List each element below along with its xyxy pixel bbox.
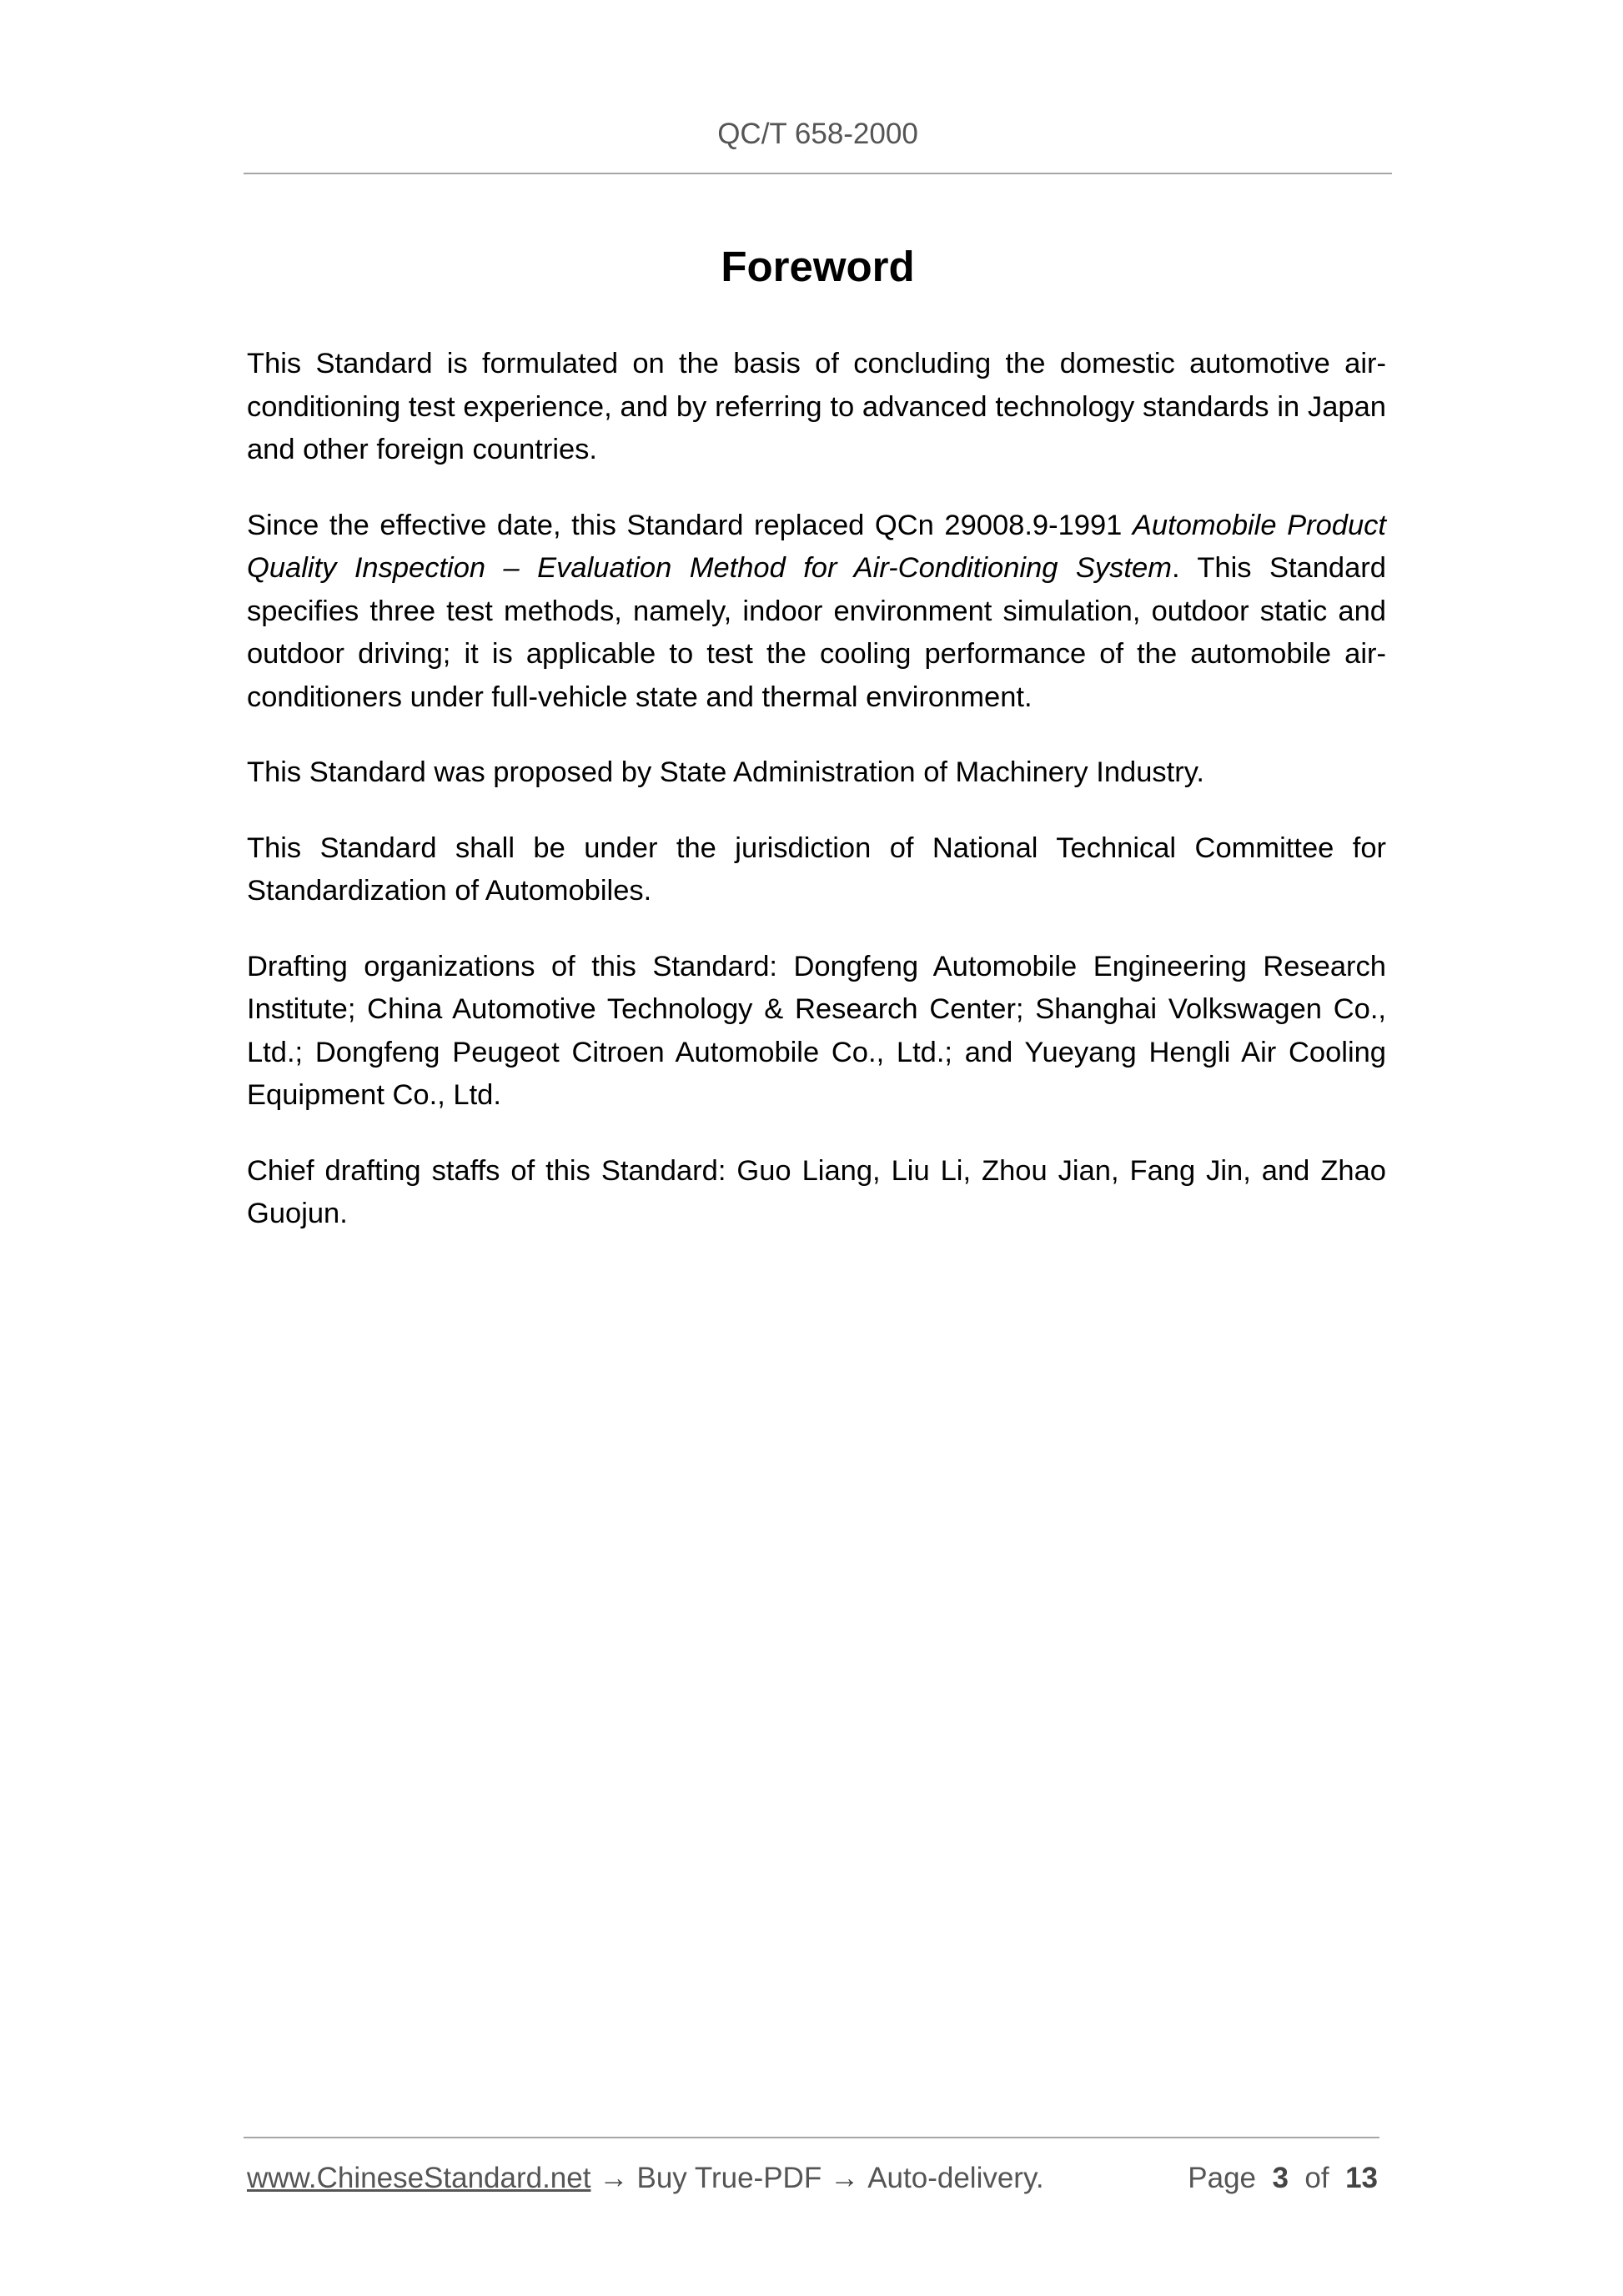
paragraph-basis: This Standard is formulated on the basis of concluding the domestic automotive air-conditioning test experience, and by referring to advanced technology standards in Japan and other foreign countries. xyxy=(247,348,1386,465)
paragraph-replacement-lead: Since the effective date, this Standard replaced QCn 29008.9-1991 xyxy=(247,509,1133,541)
arrow-right-icon: → xyxy=(599,2162,629,2194)
current-page-number: 3 xyxy=(1272,2162,1289,2194)
page-number xyxy=(1188,2155,1378,2202)
of-label: of xyxy=(1304,2162,1329,2194)
page-title: Foreword xyxy=(721,243,915,290)
paragraph-jurisdiction: This Standard shall be under the jurisdiction of National Technical Committee for Standardization of Automobiles. xyxy=(247,831,1386,907)
paragraph-drafting-staff: Chief drafting staffs of this Standard: Guo Liang, Liu Li, Zhou Jian, Fang Jin, and Zhao Guojun. xyxy=(247,1154,1386,1229)
paragraph-replacement-rest: . This Standard specifies three test methods, namely, indoor environment simulation, outdoor static and outdoor driving; it is applicable to test the cooling performance of the automobile air-conditioners under full-vehicle state and thermal environment. xyxy=(247,552,1386,713)
paragraph-proposed-by: This Standard was proposed by State Administration of Machinery Industry. xyxy=(247,756,1205,788)
replaced-standard-title: Automobile Product Quality Inspection – Evaluation Method for Air-Conditioning System xyxy=(247,509,1386,584)
footer-divider xyxy=(244,2137,1379,2138)
arrow-right-icon: → xyxy=(830,2162,860,2194)
auto-delivery-text: Auto-delivery. xyxy=(867,2162,1044,2194)
page-footer xyxy=(247,2155,1383,2202)
buy-true-pdf-text: Buy True-PDF xyxy=(636,2162,822,2194)
paragraph-drafting-organizations: Drafting organizations of this Standard: Dongfeng Automobile Engineering Research Institute; China Automotive Technology & Research Center; Shanghai Volkswagen Co., Ltd.; Dongfeng Peugeot Citroen Automobile Co., Ltd.; and Yueyang Hengli Air Cooling Equipment Co., Ltd. xyxy=(247,950,1386,1111)
page-label: Page xyxy=(1188,2162,1257,2194)
header-divider xyxy=(244,173,1392,174)
foreword-body xyxy=(247,343,1386,1269)
document-id-header: QC/T 658-2000 xyxy=(717,118,918,150)
paragraph-replacement xyxy=(247,505,1386,720)
footer-promo xyxy=(247,2155,1044,2202)
website-link[interactable]: www.ChineseStandard.net xyxy=(247,2162,591,2194)
total-pages-number: 13 xyxy=(1345,2162,1378,2194)
